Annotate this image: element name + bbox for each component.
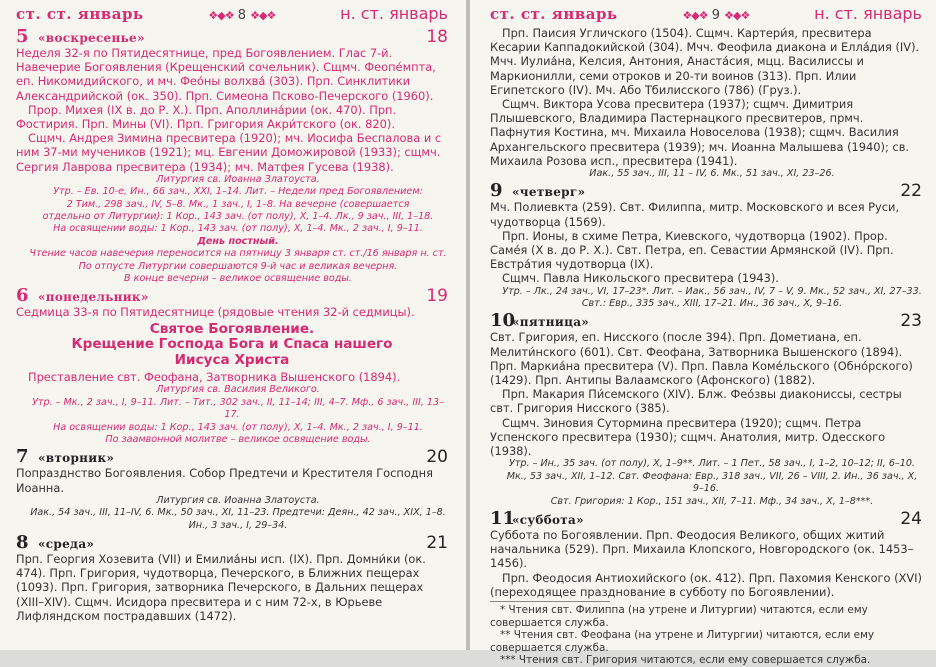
liturgy-line: В конце вечерни – великое освящение воды.: [124, 273, 352, 285]
liturgy-line: На освящении воды: 1 Кор., 143 зач. (от полу), X, 1–4. Мк., 2 зач., I, 9–11.: [53, 421, 423, 433]
entry-text: Мч. Полиевкта (259). Свт. Филиппа, митр. Московского и всея Руси, чудотворца (1569).: [490, 200, 900, 229]
entry-text: Прп. Георгия Хозевита (VII) и Емилиа́ны исп. (IX). Прп. Домни́ки (ок. 474). Прп. Григория, чудотворца, Печерского, в Ближних пещерах (1093). Прп. Григория, затворника Печерского, в Дальних пещерах (XIII–XIV). Сщмч. Исидора пресвитера и с ним 72-х, в Юрьеве Лифляндском пострадавших (1472).: [16, 552, 426, 623]
entry-text: Сщмч. Павла Никольского пресвитера (1943).: [502, 271, 779, 286]
new-date: 24: [900, 508, 922, 529]
liturgy-line: Чтение часов навечерия переносится на пятницу 3 января ст. ст./16 января н. ст.: [29, 248, 447, 260]
old-date: 8: [16, 532, 29, 554]
liturgy-line: Литургия св. Иоанна Златоуста.: [156, 494, 320, 506]
entry-text: Преставление свт. Феофана, Затворника Вышенского (1894).: [28, 370, 401, 385]
old-style-month: ст. ст. январь: [16, 5, 144, 23]
old-date: 6: [16, 285, 29, 307]
liturgy-line: День постный.: [197, 235, 279, 247]
day-heading: [16, 446, 448, 466]
old-date: 5: [16, 26, 29, 47]
liturgy-line: Утр. – Ин., 35 зач. (от полу), X, 1–9**. Лит. – 1 Пет., 58 зач., I, 1–2, 10–12; II, 6–10.: [509, 458, 915, 470]
ornament-icon: ❖◆❖: [250, 9, 276, 22]
liturgy-line: Литургия св. Василия Великого.: [156, 384, 320, 396]
day-heading: [490, 508, 922, 528]
footnote: * Чтения свт. Филиппа (на утрене и Литургии) читаются, если ему совершается служба.: [490, 603, 868, 629]
day-heading: [16, 285, 448, 305]
liturgy-line: Утр. – Лк., 24 зач., VI, 17–23*. Лит. – Иак., 56 зач., IV, 7 – V, 9. Мк., 52 зач., XI, 27–33.: [502, 285, 922, 297]
new-date: 21: [426, 533, 448, 554]
entry-text: Седмица 33-я по Пятидесятнице (рядовые чтения 32-й седмицы).: [16, 305, 415, 320]
entry-text: Прп. Макария Пи́семского (XIV). Блж. Фео́звы диакониссы, сестры свт. Григория Нисского (385).: [490, 387, 902, 416]
old-style-month: ст. ст. январь: [490, 5, 618, 23]
weekday: «четверг»: [512, 185, 586, 200]
weekday: «вторник»: [38, 451, 115, 466]
new-date: 18: [426, 27, 448, 47]
entry-text: Сщмч. Андрея Зимина пресвитера (1920); мч. Иосифа Беспалова и с ним 37-ми мучеников (1921); мц. Евгении Доможировой (1933); сщмч. Сергия Лаврова пресвитера (1934); мч. Матфея Гусева (1938).: [16, 131, 442, 174]
liturgy-line: отдельно от Литургии): 1 Кор., 143 зач. (от полу), X, 1–4. Лк., 9 зач., III, 1–18.: [42, 211, 434, 223]
left-page: [0, 0, 466, 650]
day-heading: [490, 180, 922, 200]
liturgy-line: Утр. – Мк., 2 зач., I, 9–11. Лит. – Тит., 302 зач., II, 11–14; III, 4–7. Мф., 6 зач., III, 13–17.: [32, 396, 444, 421]
new-date: 20: [426, 447, 448, 468]
weekday: «пятница»: [512, 315, 590, 330]
liturgy-line: Литургия св. Иоанна Златоуста.: [156, 173, 320, 185]
entry-text: Сщмч. Виктора Усова пресвитера (1937); сщмч. Димитрия Плышевского, Владимира Пастернацкого пресвитеров, прмч. Пафнутия Костина, мч. Михаила Новоселова (1938); сщмч. Василия Архангельского пресвитера (1939); мч. Иоанна Малышева (1940); св. Михаила Розова исп., пресвитера (1941).: [490, 97, 910, 168]
liturgy-line: По отпусте Литургии совершаются 9-й час и великая вечерня.: [78, 260, 398, 272]
left-running-header: [16, 4, 448, 26]
weekday: «суббота»: [512, 512, 584, 527]
entry-text: Попразднство Богоявления. Собор Предтечи и Крестителя Господня Иоанна.: [16, 466, 433, 495]
entry-text: Прп. Ионы, в схиме Петра, Киевского, чудотворца (1902). Прор. Саме́я (X в. до Р. Х.). Свт. Петра, еп. Севастии Армянской (IV). Прп. Евстра́тия чудотворца (IX).: [490, 228, 894, 272]
entry-text: Свт. Григория, еп. Нисского (после 394). Прп. Дометиана, еп. Мелити́нского (601). Свт. Феофана, Затворника Вышенского (1894). Прп. Маркиа́на пресвитера (V). Прп. Павла Коме́льского (Обно́рского) (1429). Прп. Антипы Валаамского (Афонского) (1882).: [490, 330, 913, 388]
new-style-month: н. ст. январь: [814, 4, 922, 23]
liturgy-line: На освящении воды: 1 Кор., 143 зач. (от полу), X, 1–4. Мк., 2 зач., I, 9–11.: [53, 223, 423, 235]
entry-text: Навечерие Богоявления (Крещенский сочельник). Сщмч. Феопе́мпта, еп. Никомидийского, и мч. Фео́ны волхва́ (303). Прп. Синклитики Александрийской (ок. 350). Прп. Симеона Псково-Печерского (1960).: [16, 60, 436, 103]
liturgy-line: Свт. Григория: 1 Кор., 151 зач., XII, 7–11. Мф., 34 зач., X, 1–8***.: [550, 495, 874, 507]
footnote: *** Чтения свт. Григория читаются, если ему совершается служба.: [500, 654, 871, 667]
liturgy-line: Иак., 54 зач., III, 11–IV, 6. Мк., 50 зач., XI, 11–23. Предтечи: Деян., 42 зач., XIX, 1–8.: [30, 507, 446, 519]
entry-text: Прор. Михея (IX в. до Р. Х.). Прп. Аполлина́рии (ок. 470). Прп. Фостирия. Прп. Мины (VI). Прп. Григория Акри́тского (ок. 820).: [16, 102, 397, 132]
right-page: [470, 0, 936, 667]
liturgy-line: Мк., 53 зач., XII, 1–12. Свт. Феофана: Евр., 318 зач., VII, 26 – VIII, 2. Ин., 36 зач., X, 9–16.: [506, 470, 918, 495]
ornament-icon: ❖◆❖: [682, 9, 708, 22]
new-date: 22: [900, 181, 922, 202]
weekday: «понедельник»: [38, 290, 149, 305]
ornament-icon: ❖◆❖: [724, 9, 750, 22]
weekday: «воскресенье»: [38, 31, 145, 45]
footnote-divider: [490, 601, 610, 602]
old-date: 9: [490, 180, 503, 202]
entry-text: Прп. Паисия Угличского (1504). Сщмч. Картери́я, пресвитера Кесарии Каппадокийской (304). Мчч. Феофила диакона и Елла́дия (IV). Мчч. Иулиа́на, Келсия, Антония, Анаста́сия, мцц. Василиссы и Маркионилли, семи отроков и 20-ти воинов (313). Прп. Илии Египетского (IV). Мч. Або Тбилисского (786) (Груз.).: [490, 26, 920, 97]
feast-title: Святое Богоявление. Крещение Господа Бога и Спаса нашего Иисуса Христа: [71, 320, 393, 368]
page-number: ❖◆❖ 9 ❖◆❖: [682, 8, 750, 23]
ornament-icon: ❖◆❖: [208, 9, 234, 22]
old-date: 10: [490, 310, 516, 332]
new-style-month: н. ст. январь: [340, 4, 448, 23]
liturgy-line: По заамвонной молитве – великое освящение воды.: [105, 434, 371, 446]
entry-text: Прп. Феодосия Антиохийского (ок. 412). Прп. Пахомия Кенского (XVI) (переходящее празднование в субботу по Богоявлении).: [490, 570, 922, 599]
liturgy-line: Свт.: Евр., 335 зач., XIII, 17–21. Ин., 36 зач., X, 9–16.: [581, 298, 843, 310]
old-date: 11: [490, 507, 516, 529]
weekday: «среда»: [38, 537, 95, 552]
right-running-header: [490, 4, 922, 26]
liturgy-line: Утр. – Ев. 10-е, Ин., 66 зач., XXI, 1–14. Лит. – Недели пред Богоявлением:: [53, 186, 423, 198]
liturgy-line: 2 Тим., 298 зач., IV, 5–8. Мк., 1 зач., I, 1–8. На вечерне (совершается: [66, 198, 410, 210]
liturgy-line: Ин., 3 зач., I, 29–34.: [188, 519, 288, 531]
entry-text: Неделя 32-я по Пятидесятнице, пред Богоявлением. Глас 7-й.: [16, 46, 393, 60]
day-heading: [490, 310, 922, 330]
day-heading: [16, 532, 448, 552]
entry-text: Суббота по Богоявлении. Прп. Феодосия Великого, общих житий начальника (529). Прп. Михаила Клопского, Новгородского (ок. 1453–1456).: [490, 527, 914, 571]
old-date: 7: [16, 446, 29, 468]
footnote: ** Чтения свт. Феофана (на утрене и Литургии) читаются, если ему совершается служба.: [490, 629, 875, 654]
page-number: ❖◆❖ 8 ❖◆❖: [208, 8, 276, 23]
day-heading: [16, 26, 448, 46]
new-date: 19: [426, 286, 448, 307]
entry-text: Сщмч. Зиновия Сутормина пресвитера (1920); сщмч. Петра Успенского пресвитера (1930); сщмч. Анатолия, митр. Одесского (1938).: [490, 415, 886, 459]
liturgy-line: Иак., 55 зач., III, 11 – IV, 6. Мк., 51 зач., XI, 23–26.: [589, 168, 835, 180]
new-date: 23: [900, 311, 922, 332]
